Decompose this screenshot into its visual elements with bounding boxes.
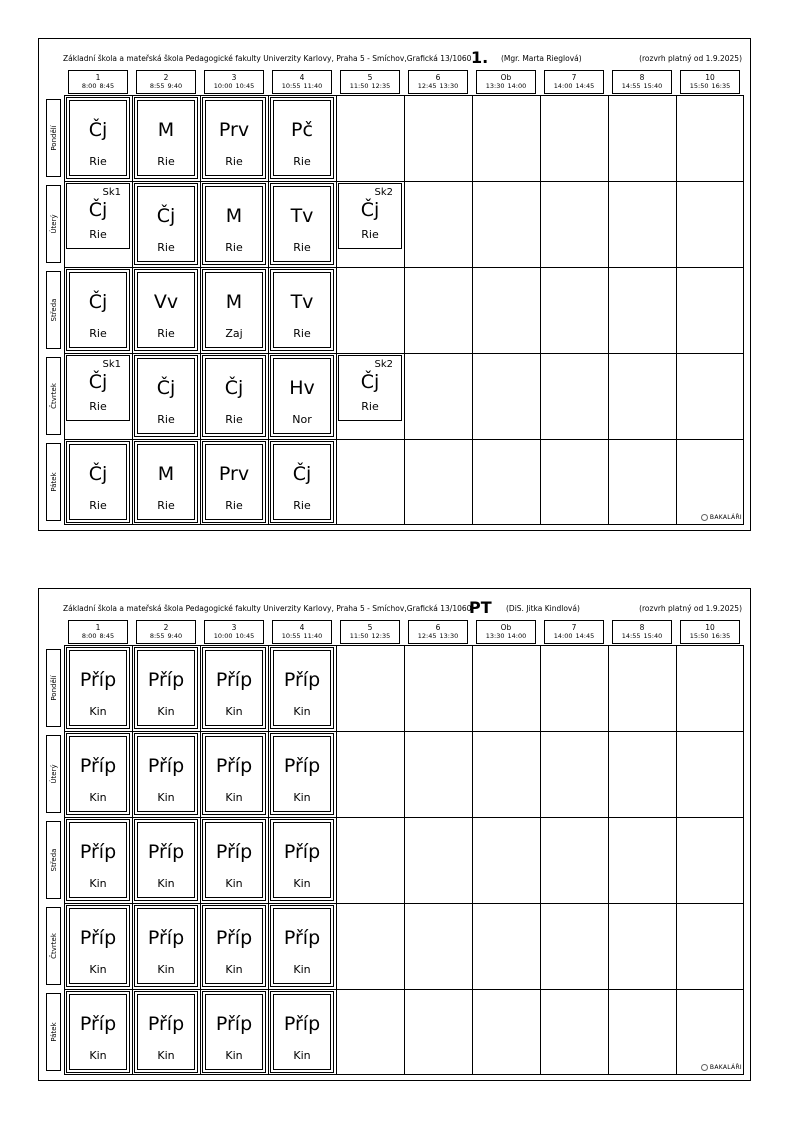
lesson-teacher: Kin	[293, 1049, 311, 1062]
timetable-sheet-class-pt	[38, 588, 751, 1081]
lesson-teacher: Kin	[89, 791, 107, 804]
lesson-teacher: Kin	[225, 705, 243, 718]
period-number: Ob	[500, 73, 512, 82]
period-header-3	[204, 620, 264, 644]
lesson-cell[interactable]	[270, 97, 334, 179]
grid-row-divider	[65, 439, 743, 440]
lesson-subject: Čj	[88, 199, 108, 221]
period-time: 10:00 10:45	[213, 632, 255, 640]
lesson-teacher: Kin	[89, 1049, 107, 1062]
lesson-subject: Příp	[215, 669, 253, 691]
lesson-teacher: Kin	[157, 791, 175, 804]
lesson-cell[interactable]	[134, 819, 198, 901]
lesson-cell[interactable]	[270, 905, 334, 987]
day-label	[46, 735, 61, 813]
lesson-subject: M	[157, 119, 175, 141]
period-number: Ob	[500, 623, 512, 632]
lesson-subject: Příp	[147, 669, 185, 691]
lesson-cell[interactable]	[202, 647, 266, 729]
lesson-subject: Čj	[360, 371, 380, 393]
day-name: Pondělí	[49, 125, 58, 151]
period-header-1	[68, 70, 128, 94]
lesson-cell[interactable]	[202, 991, 266, 1073]
period-number: 1	[95, 623, 101, 632]
period-header-10	[680, 620, 740, 644]
lesson-subject: Čj	[156, 377, 176, 399]
period-header-Ob	[476, 70, 536, 94]
lesson-subject: Tv	[290, 205, 314, 227]
day-name: Čtvrtek	[49, 933, 58, 959]
lesson-cell[interactable]	[66, 355, 130, 421]
day-name: Středa	[49, 848, 58, 872]
period-time: 10:00 10:45	[213, 82, 255, 90]
grid-row-divider	[65, 903, 743, 904]
lesson-cell[interactable]	[66, 269, 130, 351]
lesson-subject: Příp	[283, 669, 321, 691]
period-number: 5	[367, 73, 373, 82]
lesson-cell[interactable]	[270, 647, 334, 729]
lesson-cell[interactable]	[66, 905, 130, 987]
lesson-subject: Příp	[215, 841, 253, 863]
period-time: 11:50 12:35	[349, 82, 391, 90]
period-number: 10	[705, 623, 715, 632]
lesson-subject: Čj	[360, 199, 380, 221]
period-number: 2	[163, 623, 169, 632]
grid-row-divider	[65, 181, 743, 182]
lesson-cell[interactable]	[66, 183, 130, 249]
lesson-cell[interactable]	[202, 355, 266, 437]
period-number: 4	[299, 623, 305, 632]
lesson-cell[interactable]	[66, 647, 130, 729]
day-name: Středa	[49, 298, 58, 322]
period-time: 8:55 9:40	[149, 82, 183, 90]
grid-column-divider	[608, 646, 609, 1074]
period-time: 14:55 15:40	[621, 632, 663, 640]
grid-column-divider	[268, 96, 269, 524]
grid-column-divider	[200, 646, 201, 1074]
bakalari-icon	[701, 514, 708, 521]
lesson-cell[interactable]	[202, 269, 266, 351]
lesson-cell[interactable]	[270, 733, 334, 815]
lesson-subject: Příp	[283, 1013, 321, 1035]
lesson-subject: Čj	[224, 377, 244, 399]
lesson-subject: Příp	[79, 927, 117, 949]
grid-column-divider	[132, 96, 133, 524]
grid-row-divider	[65, 267, 743, 268]
lesson-subject: Příp	[283, 755, 321, 777]
period-time: 10:55 11:40	[281, 82, 323, 90]
lesson-cell[interactable]	[202, 819, 266, 901]
lesson-cell[interactable]	[202, 97, 266, 179]
class-teacher: (Mgr. Marta Rieglová)	[501, 54, 582, 63]
lesson-subject: Vv	[153, 291, 179, 313]
lesson-cell[interactable]	[202, 733, 266, 815]
lesson-subject: M	[225, 205, 243, 227]
lesson-cell[interactable]	[134, 733, 198, 815]
lesson-cell[interactable]	[134, 991, 198, 1073]
class-teacher: (DiS. Jitka Kindlová)	[506, 604, 580, 613]
period-header-7	[544, 620, 604, 644]
lesson-teacher: Rie	[157, 327, 175, 340]
lesson-subject: Příp	[215, 927, 253, 949]
day-label	[46, 821, 61, 899]
lesson-subject: Hv	[289, 377, 315, 399]
lesson-teacher: Rie	[293, 327, 311, 340]
lesson-teacher: Rie	[293, 499, 311, 512]
lesson-cell[interactable]	[134, 269, 198, 351]
period-time: 14:00 14:45	[553, 82, 595, 90]
timetable-grid	[64, 645, 744, 1075]
grid-column-divider	[336, 96, 337, 524]
day-label	[46, 907, 61, 985]
lesson-cell[interactable]	[338, 355, 402, 421]
lesson-group: Sk2	[374, 187, 393, 198]
period-number: 4	[299, 73, 305, 82]
period-number: 1	[95, 73, 101, 82]
day-name: Úterý	[49, 764, 58, 784]
lesson-group: Sk1	[102, 187, 121, 198]
class-name: 1.	[471, 48, 489, 67]
day-label	[46, 649, 61, 727]
grid-column-divider	[472, 96, 473, 524]
lesson-cell[interactable]	[202, 183, 266, 265]
validity-date: (rozvrh platný od 1.9.2025)	[639, 604, 742, 613]
grid-column-divider	[404, 96, 405, 524]
lesson-subject: Čj	[88, 119, 108, 141]
bakalari-logo	[701, 1064, 742, 1071]
lesson-subject: Prv	[218, 463, 250, 485]
day-name: Pondělí	[49, 675, 58, 701]
lesson-teacher: Kin	[157, 877, 175, 890]
lesson-cell[interactable]	[134, 183, 198, 265]
lesson-teacher: Rie	[293, 155, 311, 168]
period-number: 8	[639, 623, 645, 632]
period-time: 11:50 12:35	[349, 632, 391, 640]
logo-text: BAKALÁŘI	[709, 514, 742, 521]
lesson-subject: Čj	[88, 291, 108, 313]
sheet-header	[39, 589, 750, 619]
period-time: 8:00 8:45	[81, 82, 115, 90]
lesson-subject: Příp	[283, 927, 321, 949]
day-label	[46, 443, 61, 521]
lesson-teacher: Rie	[361, 228, 379, 241]
bakalari-icon	[701, 1064, 708, 1071]
lesson-subject: Příp	[147, 841, 185, 863]
lesson-teacher: Rie	[89, 228, 107, 241]
day-name: Úterý	[49, 214, 58, 234]
period-number: 7	[571, 623, 577, 632]
period-header-2	[136, 70, 196, 94]
lesson-teacher: Rie	[89, 155, 107, 168]
lesson-subject: Čj	[156, 205, 176, 227]
lesson-subject: Příp	[79, 1013, 117, 1035]
lesson-subject: Příp	[147, 1013, 185, 1035]
lesson-subject: Příp	[79, 755, 117, 777]
period-time: 8:00 8:45	[81, 632, 115, 640]
lesson-cell[interactable]	[270, 819, 334, 901]
lesson-teacher: Rie	[157, 155, 175, 168]
period-time: 13:30 14:00	[485, 632, 527, 640]
lesson-teacher: Kin	[157, 705, 175, 718]
period-time: 15:50 16:35	[689, 632, 731, 640]
lesson-subject: Příp	[147, 927, 185, 949]
lesson-cell[interactable]	[270, 991, 334, 1073]
lesson-subject: Čj	[88, 371, 108, 393]
lesson-cell[interactable]	[270, 355, 334, 437]
grid-column-divider	[540, 646, 541, 1074]
period-header-8	[612, 70, 672, 94]
lesson-teacher: Rie	[361, 400, 379, 413]
lesson-cell[interactable]	[270, 269, 334, 351]
day-name: Pátek	[49, 472, 58, 492]
lesson-cell[interactable]	[270, 441, 334, 523]
lesson-teacher: Rie	[157, 499, 175, 512]
grid-row-divider	[65, 989, 743, 990]
period-header-2	[136, 620, 196, 644]
logo-text: BAKALÁŘI	[709, 1064, 742, 1071]
lesson-teacher: Zaj	[225, 327, 243, 340]
timetable-grid	[64, 95, 744, 525]
lesson-teacher: Kin	[157, 963, 175, 976]
lesson-teacher: Kin	[293, 791, 311, 804]
lesson-teacher: Nor	[292, 413, 312, 426]
period-header-4	[272, 620, 332, 644]
period-header-5	[340, 70, 400, 94]
lesson-teacher: Kin	[89, 705, 107, 718]
grid-column-divider	[336, 646, 337, 1074]
lesson-cell[interactable]	[66, 991, 130, 1073]
grid-column-divider	[676, 96, 677, 524]
grid-row-divider	[65, 817, 743, 818]
period-time: 8:55 9:40	[149, 632, 183, 640]
grid-column-divider	[268, 646, 269, 1074]
period-header-7	[544, 70, 604, 94]
lesson-subject: Příp	[215, 755, 253, 777]
period-number: 6	[435, 623, 441, 632]
day-label	[46, 271, 61, 349]
lesson-teacher: Rie	[225, 155, 243, 168]
period-time: 12:45 13:30	[417, 632, 459, 640]
period-header-8	[612, 620, 672, 644]
period-time: 14:55 15:40	[621, 82, 663, 90]
lesson-group: Sk2	[374, 359, 393, 370]
day-name: Pátek	[49, 1022, 58, 1042]
lesson-subject: M	[225, 291, 243, 313]
period-header-1	[68, 620, 128, 644]
grid-row-divider	[65, 353, 743, 354]
lesson-teacher: Rie	[157, 241, 175, 254]
period-header-5	[340, 620, 400, 644]
lesson-cell[interactable]	[134, 355, 198, 437]
lesson-subject: Čj	[292, 463, 312, 485]
lesson-subject: Čj	[88, 463, 108, 485]
lesson-teacher: Kin	[225, 1049, 243, 1062]
lesson-subject: Příp	[147, 755, 185, 777]
lesson-cell[interactable]	[338, 183, 402, 249]
lesson-cell[interactable]	[66, 733, 130, 815]
lesson-teacher: Kin	[225, 877, 243, 890]
period-time: 14:00 14:45	[553, 632, 595, 640]
lesson-cell[interactable]	[66, 97, 130, 179]
lesson-cell[interactable]	[202, 905, 266, 987]
lesson-cell[interactable]	[134, 97, 198, 179]
validity-date: (rozvrh platný od 1.9.2025)	[639, 54, 742, 63]
lesson-teacher: Rie	[225, 241, 243, 254]
day-label	[46, 357, 61, 435]
sheet-header	[39, 39, 750, 69]
lesson-subject: Prv	[218, 119, 250, 141]
lesson-teacher: Kin	[89, 877, 107, 890]
lesson-cell[interactable]	[66, 441, 130, 523]
period-number: 6	[435, 73, 441, 82]
lesson-teacher: Kin	[157, 1049, 175, 1062]
lesson-teacher: Rie	[89, 327, 107, 340]
lesson-teacher: Kin	[293, 963, 311, 976]
lesson-subject: Tv	[290, 291, 314, 313]
lesson-teacher: Rie	[293, 241, 311, 254]
lesson-teacher: Kin	[225, 791, 243, 804]
lesson-teacher: Rie	[89, 400, 107, 413]
period-time: 13:30 14:00	[485, 82, 527, 90]
bakalari-logo	[701, 514, 742, 521]
period-header-6	[408, 70, 468, 94]
lesson-teacher: Rie	[225, 413, 243, 426]
lesson-teacher: Rie	[157, 413, 175, 426]
lesson-teacher: Kin	[293, 877, 311, 890]
timetable-sheet-class-1	[38, 38, 751, 531]
period-header-Ob	[476, 620, 536, 644]
day-name: Čtvrtek	[49, 383, 58, 409]
lesson-subject: M	[157, 463, 175, 485]
period-number: 8	[639, 73, 645, 82]
period-header-4	[272, 70, 332, 94]
period-header-3	[204, 70, 264, 94]
day-label	[46, 99, 61, 177]
lesson-group: Sk1	[102, 359, 121, 370]
class-name: PT	[469, 598, 492, 617]
day-label	[46, 185, 61, 263]
lesson-cell[interactable]	[202, 441, 266, 523]
period-number: 5	[367, 623, 373, 632]
grid-column-divider	[200, 96, 201, 524]
lesson-cell[interactable]	[134, 905, 198, 987]
day-label	[46, 993, 61, 1071]
period-number: 10	[705, 73, 715, 82]
grid-column-divider	[608, 96, 609, 524]
school-name: Základní škola a mateřská škola Pedagogické fakulty Univerzity Karlovy, Praha 5 - Smíchov,Grafická 13/1060	[63, 54, 472, 63]
period-number: 3	[231, 73, 237, 82]
lesson-subject: Příp	[79, 841, 117, 863]
lesson-teacher: Kin	[225, 963, 243, 976]
period-header-6	[408, 620, 468, 644]
lesson-teacher: Kin	[89, 963, 107, 976]
lesson-cell[interactable]	[134, 647, 198, 729]
lesson-subject: Příp	[79, 669, 117, 691]
lesson-teacher: Rie	[89, 499, 107, 512]
lesson-teacher: Kin	[293, 705, 311, 718]
lesson-cell[interactable]	[66, 819, 130, 901]
grid-row-divider	[65, 731, 743, 732]
period-number: 7	[571, 73, 577, 82]
lesson-cell[interactable]	[134, 441, 198, 523]
lesson-subject: Příp	[283, 841, 321, 863]
lesson-subject: Příp	[215, 1013, 253, 1035]
period-time: 10:55 11:40	[281, 632, 323, 640]
grid-column-divider	[404, 646, 405, 1074]
lesson-subject: Pč	[291, 119, 313, 141]
grid-column-divider	[132, 646, 133, 1074]
period-number: 2	[163, 73, 169, 82]
period-time: 12:45 13:30	[417, 82, 459, 90]
grid-column-divider	[676, 646, 677, 1074]
period-header-10	[680, 70, 740, 94]
grid-column-divider	[540, 96, 541, 524]
school-name: Základní škola a mateřská škola Pedagogické fakulty Univerzity Karlovy, Praha 5 - Smíchov,Grafická 13/1060	[63, 604, 472, 613]
period-time: 15:50 16:35	[689, 82, 731, 90]
lesson-cell[interactable]	[270, 183, 334, 265]
period-number: 3	[231, 623, 237, 632]
lesson-teacher: Rie	[225, 499, 243, 512]
grid-column-divider	[472, 646, 473, 1074]
